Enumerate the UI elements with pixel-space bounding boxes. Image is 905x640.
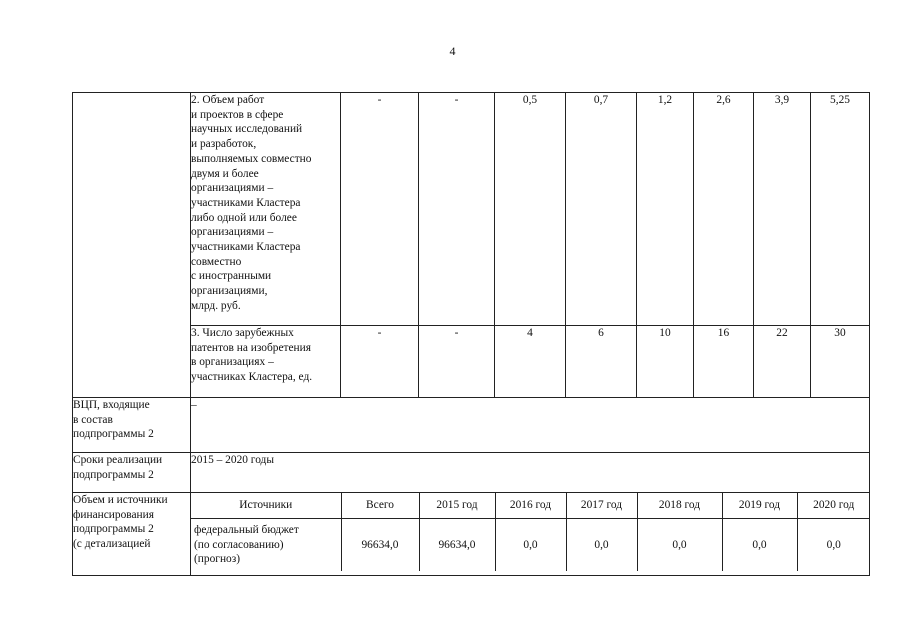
financing-value: 0,0 xyxy=(637,519,722,572)
vcp-label: ВЦП, входящие в состав подпрограммы 2 xyxy=(73,398,191,453)
financing-value: 0,0 xyxy=(566,519,637,572)
indicator-value: 5,25 xyxy=(811,93,870,326)
financing-header: Источники xyxy=(191,493,341,519)
indicator-value: 2,6 xyxy=(694,93,754,326)
page-number: 4 xyxy=(449,44,456,58)
financing-header: 2017 год xyxy=(566,493,637,519)
indicator-value: 30 xyxy=(811,326,870,398)
indicator-value: 22 xyxy=(754,326,811,398)
financing-value: 0,0 xyxy=(722,519,797,572)
financing-value: 96634,0 xyxy=(341,519,419,572)
financing-table xyxy=(191,493,870,571)
financing-header: Всего xyxy=(341,493,419,519)
empty-label-cell xyxy=(73,93,191,398)
indicator-value: - xyxy=(341,326,419,398)
indicator-value: 4 xyxy=(495,326,566,398)
terms-row xyxy=(73,453,870,493)
passport-table xyxy=(72,92,870,576)
financing-label: Объем и источники финансирования подпрограммы 2 (с детализацией xyxy=(73,493,191,576)
indicator-label: 2. Объем работ и проектов в сфере научных исследований и разработок, выполняемых совместно двумя и более организациями – участниками Кластера либо одной или более организациями – участниками Кластера совместно с иностранными организациями, млрд. руб. xyxy=(191,93,341,326)
indicator-value: 0,7 xyxy=(566,93,637,326)
financing-value: 0,0 xyxy=(797,519,870,572)
financing-header: 2019 год xyxy=(722,493,797,519)
indicator-value: 10 xyxy=(637,326,694,398)
financing-value: 0,0 xyxy=(495,519,566,572)
terms-value: 2015 – 2020 годы xyxy=(191,453,870,493)
financing-value: 96634,0 xyxy=(419,519,495,572)
financing-header: 2020 год xyxy=(797,493,870,519)
indicator-row xyxy=(73,326,870,398)
financing-row xyxy=(73,493,870,576)
terms-label: Сроки реализации подпрограммы 2 xyxy=(73,453,191,493)
financing-header: 2018 год xyxy=(637,493,722,519)
indicator-value: 0,5 xyxy=(495,93,566,326)
vcp-row xyxy=(73,398,870,453)
financing-data-row xyxy=(191,519,870,572)
financing-header: 2016 год xyxy=(495,493,566,519)
financing-source: федеральный бюджет (по согласованию) (прогноз) xyxy=(194,524,299,566)
indicator-value: 1,2 xyxy=(637,93,694,326)
financing-header: 2015 год xyxy=(419,493,495,519)
indicator-row xyxy=(73,93,870,326)
financing-cell xyxy=(191,493,870,576)
indicator-value: - xyxy=(419,326,495,398)
indicator-value: - xyxy=(419,93,495,326)
vcp-value: – xyxy=(191,398,870,453)
indicator-value: 16 xyxy=(694,326,754,398)
financing-header-row xyxy=(191,493,870,519)
indicator-label: 3. Число зарубежных патентов на изобретения в организациях – участниках Кластера, ед. xyxy=(191,326,341,398)
indicator-value: 6 xyxy=(566,326,637,398)
indicator-value: 3,9 xyxy=(754,93,811,326)
indicator-value: - xyxy=(341,93,419,326)
